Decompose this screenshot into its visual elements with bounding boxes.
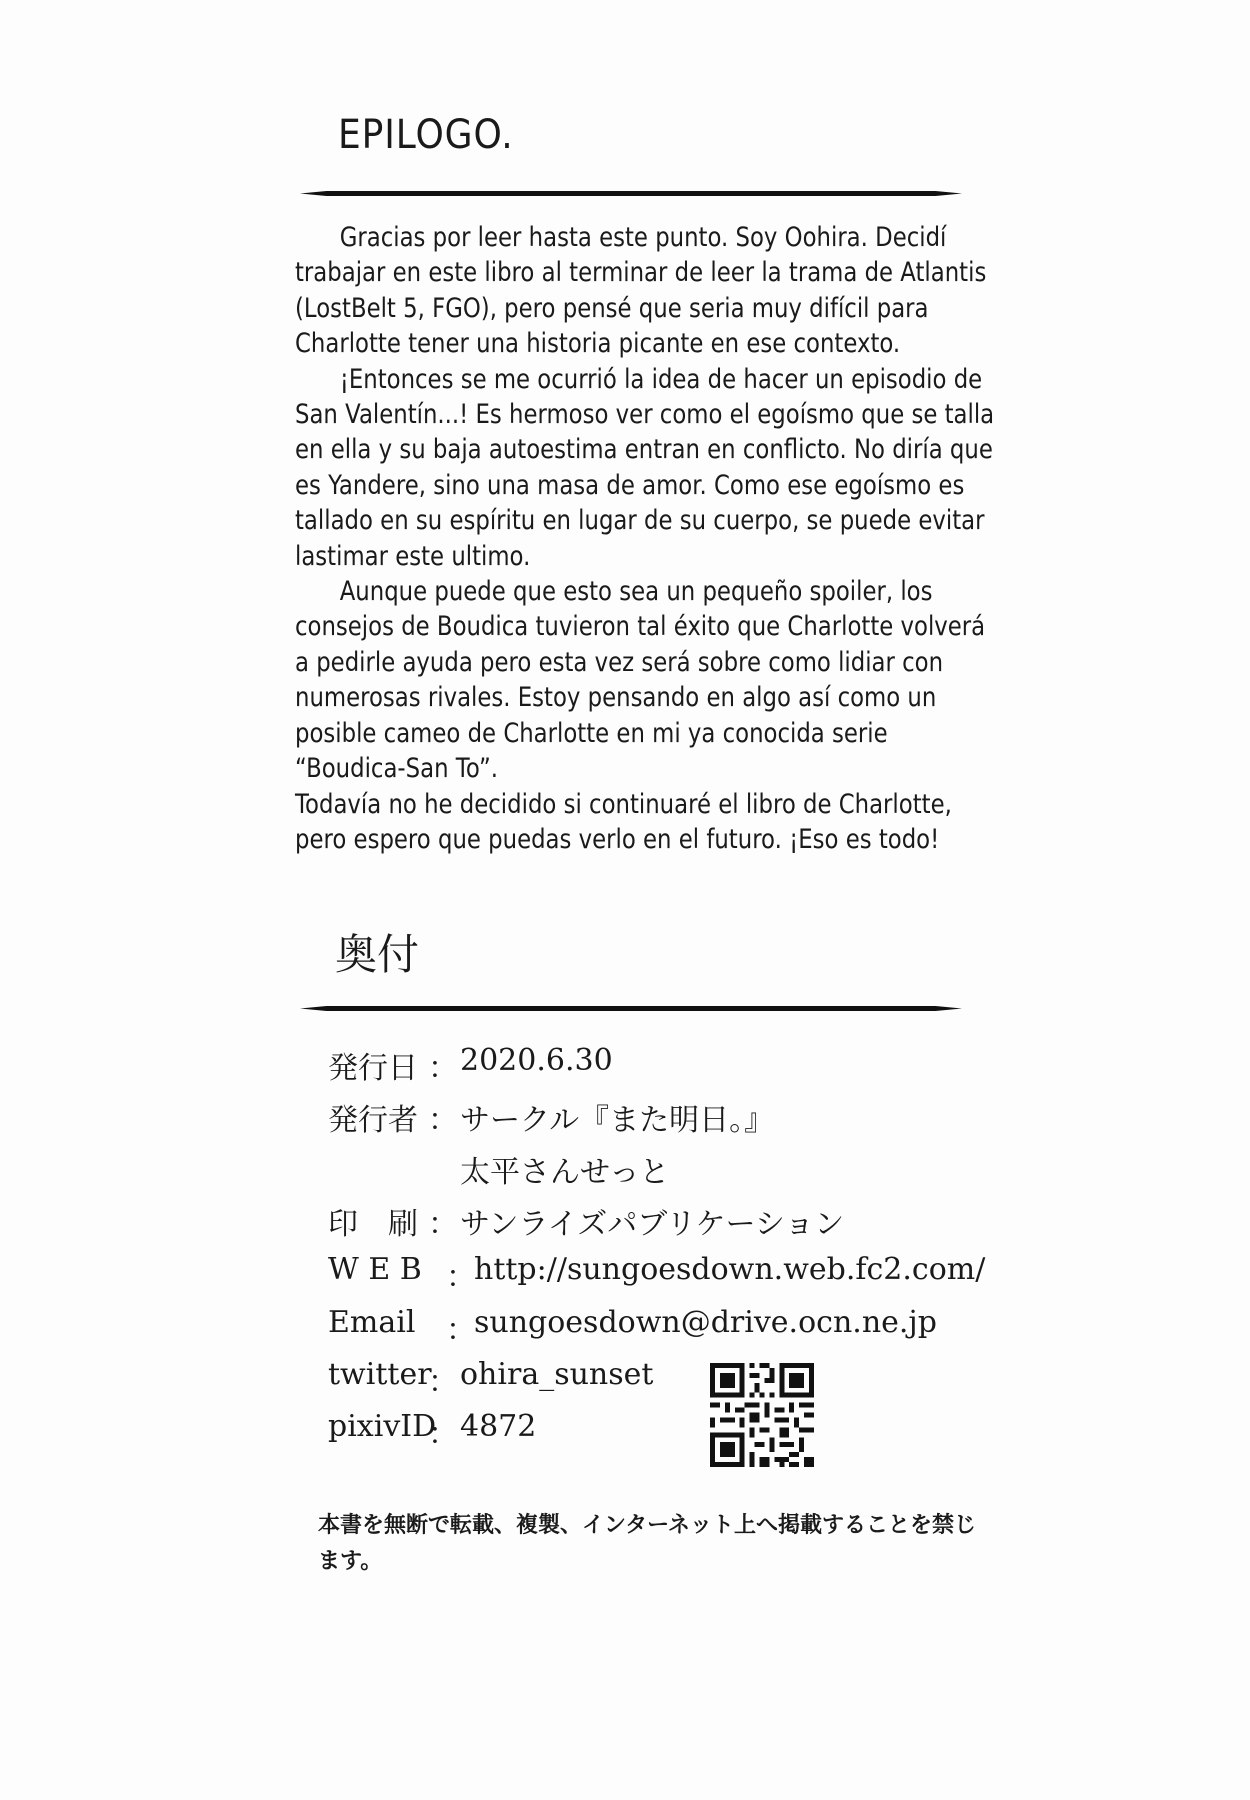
- row-key: twitter: [328, 1357, 432, 1392]
- epilogue-paragraph-3: Aunque puede que esto sea un pequeño spoiler, los consejos de Boudica tuvieron tal éxito que Charlotte volverá a pedirle ayuda pero esta vez será sobre como lidiar con numerosas rivales. Estoy pensando en algo así como un posible cameo de Charlotte en mi ya conocida serie “Boudica-San To”.: [295, 576, 986, 785]
- title-divider: [300, 191, 962, 196]
- row-sep: ：: [428, 1103, 458, 1138]
- twitter-handle: ohira_sunset: [460, 1357, 654, 1392]
- epilogue-paragraph-4: Todavía no he decidido si continuaré el libro de Charlotte, pero espero que puedas verlo en el futuro. ¡Eso es todo!: [295, 788, 952, 855]
- epilogue-body: [295, 220, 995, 857]
- row-value: サンライズパブリケーション: [460, 1207, 845, 1242]
- row-sep: ：: [428, 1207, 458, 1242]
- row-key: W E B: [328, 1252, 422, 1287]
- row-key: Email: [328, 1305, 416, 1340]
- web-link[interactable]: http://sungoesdown.web.fc2.com/: [474, 1252, 986, 1287]
- row-key: 印 刷: [328, 1207, 418, 1242]
- row-sep: ：: [428, 1051, 458, 1086]
- row-value: 2020.6.30: [460, 1043, 613, 1078]
- qr-code-icon[interactable]: [710, 1363, 814, 1467]
- epilogue-title: EPILOGO.: [338, 112, 514, 158]
- colophon-divider: [300, 1006, 962, 1011]
- row-value: サークル『また明日。』: [460, 1103, 775, 1138]
- colophon-title: 奥付: [335, 930, 420, 979]
- row-key: pixivID: [328, 1409, 437, 1444]
- row-key: 発行日: [328, 1051, 418, 1086]
- epilogue-paragraph-1: Gracias por leer hasta este punto. Soy Oohira. Decidí trabajar en este libro al terminar de leer la trama de Atlantis (LostBelt 5, FGO), pero pensé que seria muy difícil para Charlotte tener una historia picante en ese contexto.: [295, 222, 987, 360]
- pixiv-id: 4872: [460, 1409, 537, 1444]
- row-sep: ：: [428, 1365, 458, 1400]
- row-sep: ：: [446, 1260, 476, 1295]
- row-key: 発行者: [328, 1103, 418, 1138]
- row-value: 太平さんせっと: [460, 1155, 670, 1190]
- epilogue-paragraph-2: ¡Entonces se me ocurrió la idea de hacer un episodio de San Valentín...! Es hermoso ver como el egoísmo que se talla en ella y su baja autoestima entran en conflicto. No diría que es Yandere, sino una masa de amor. Como ese egoísmo es tallado en su espíritu en lugar de su cuerpo, se puede evitar lastimar este ultimo.: [295, 363, 995, 572]
- row-sep: ：: [446, 1313, 476, 1348]
- email-link[interactable]: sungoesdown@drive.ocn.ne.jp: [474, 1305, 937, 1340]
- row-sep: ：: [428, 1417, 458, 1452]
- copyright-notice: 本書を無断で転載、複製、インターネット上へ掲載することを禁じます。: [318, 1513, 977, 1574]
